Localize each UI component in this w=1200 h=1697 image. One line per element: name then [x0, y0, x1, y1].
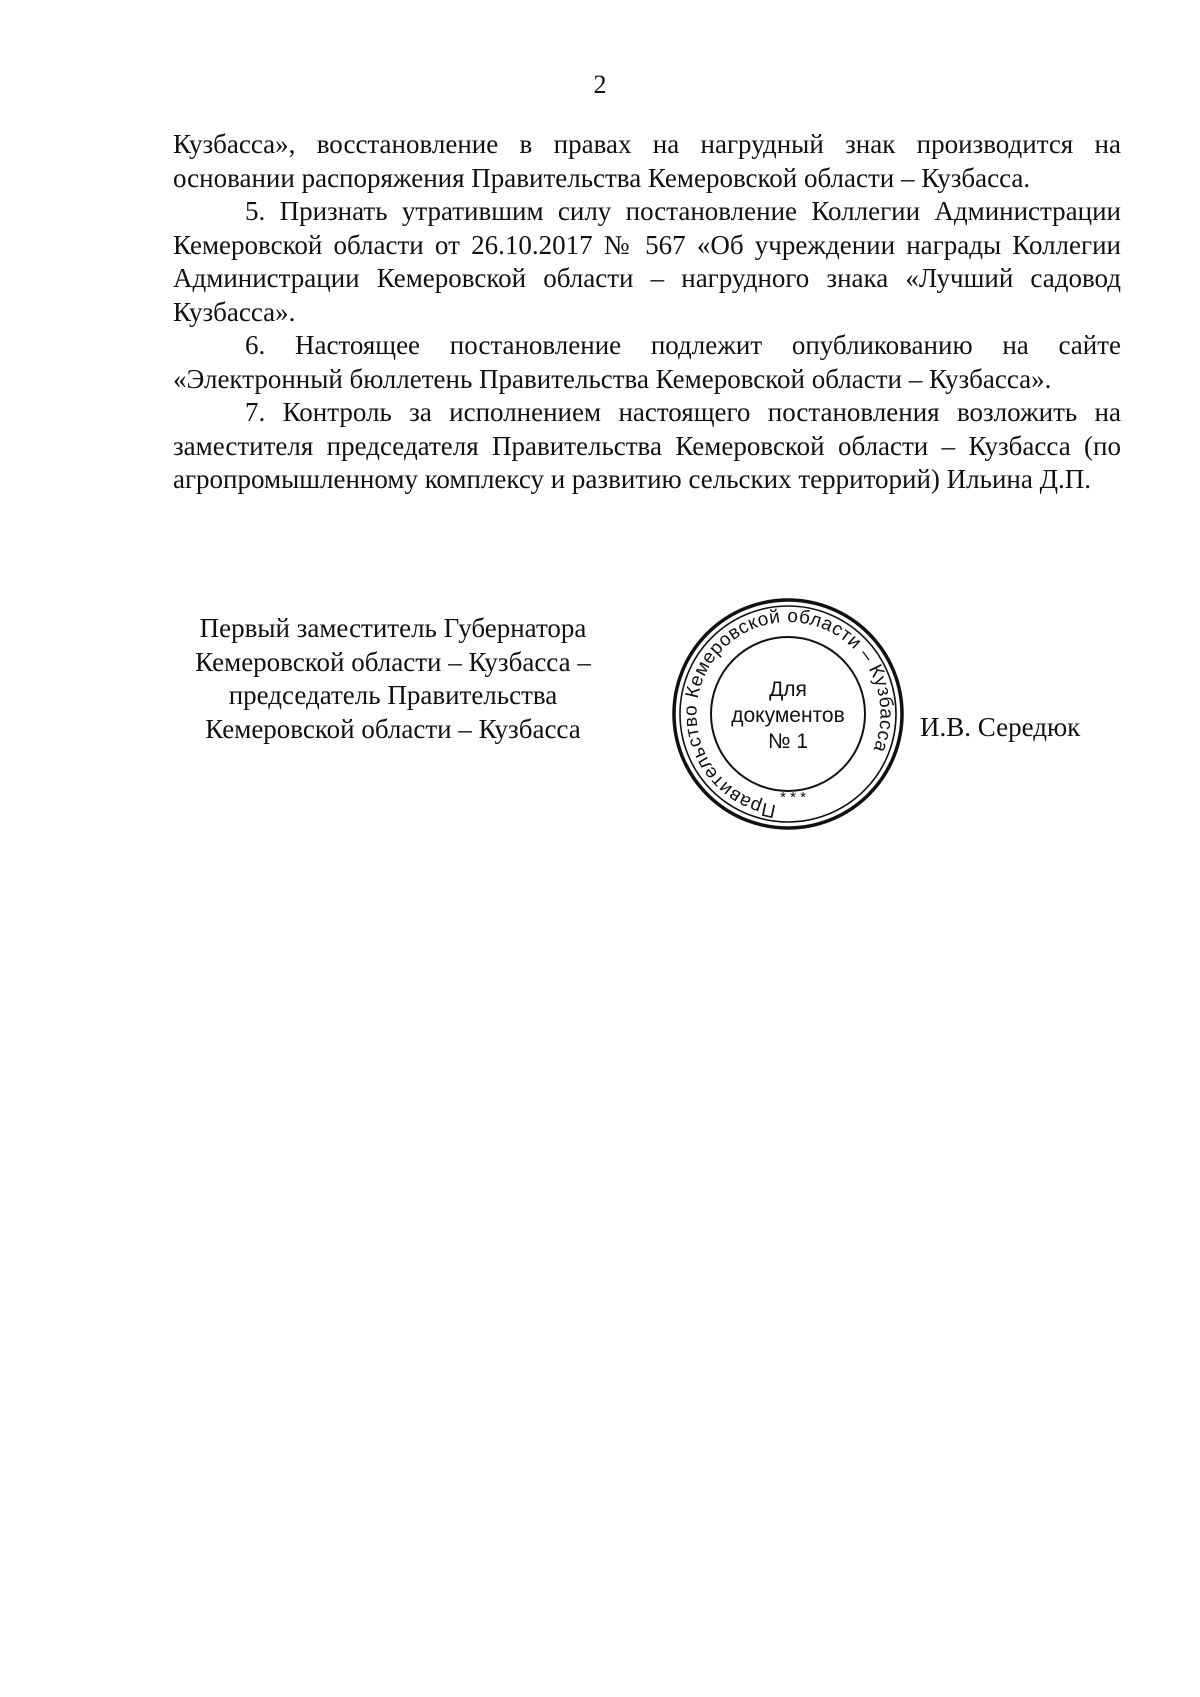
signatory-position-line: Первый заместитель Губернатора	[199, 613, 587, 643]
official-seal-stamp	[668, 594, 908, 834]
paragraph-6: 6. Настоящее постановление подлежит опубликованию на сайте «Электронный бюллетень Правительства Кемеровской области – Кузбасса».	[173, 330, 1121, 394]
seal-center-line-1: Для	[769, 678, 807, 701]
paragraph-7: 7. Контроль за исполнением настоящего постановления возложить на заместителя председателя Правительства Кемеровской области – Кузбасса (по агропромышленному комплексу и развитию сельских территорий) Ильина Д.П.	[173, 397, 1121, 494]
document-body	[173, 128, 1121, 497]
signatory-position-line: председатель Правительства	[228, 680, 558, 710]
page-number: 2	[593, 70, 607, 99]
signatory-position-line: Кемеровской области – Кузбасса –	[195, 646, 591, 677]
signatory-position	[183, 612, 603, 746]
seal-ring-text: Правительство Кемеровской области – Кузбасса	[680, 605, 897, 822]
seal-center-line-3: № 1	[767, 730, 809, 753]
seal-center-line-2: документов	[731, 704, 845, 727]
signatory-position-line: Кемеровской области – Кузбасса	[205, 713, 581, 744]
signatory-name: И.В. Середюк	[920, 712, 1081, 742]
paragraph-5: 5. Признать утратившим силу постановление Коллегии Администрации Кемеровской области от 26.10.2017 № 567 «Об учреждении награды Коллегии Администрации Кемеровской области – нагрудного знака «Лучший садовод Кузбасса».	[173, 196, 1121, 327]
paragraph-continuation: Кузбасса», восстановление в правах на нагрудный знак производится на основании распоряжения Правительства Кемеровской области – Кузбасса.	[173, 129, 1121, 193]
seal-stars: * * *	[780, 789, 806, 806]
